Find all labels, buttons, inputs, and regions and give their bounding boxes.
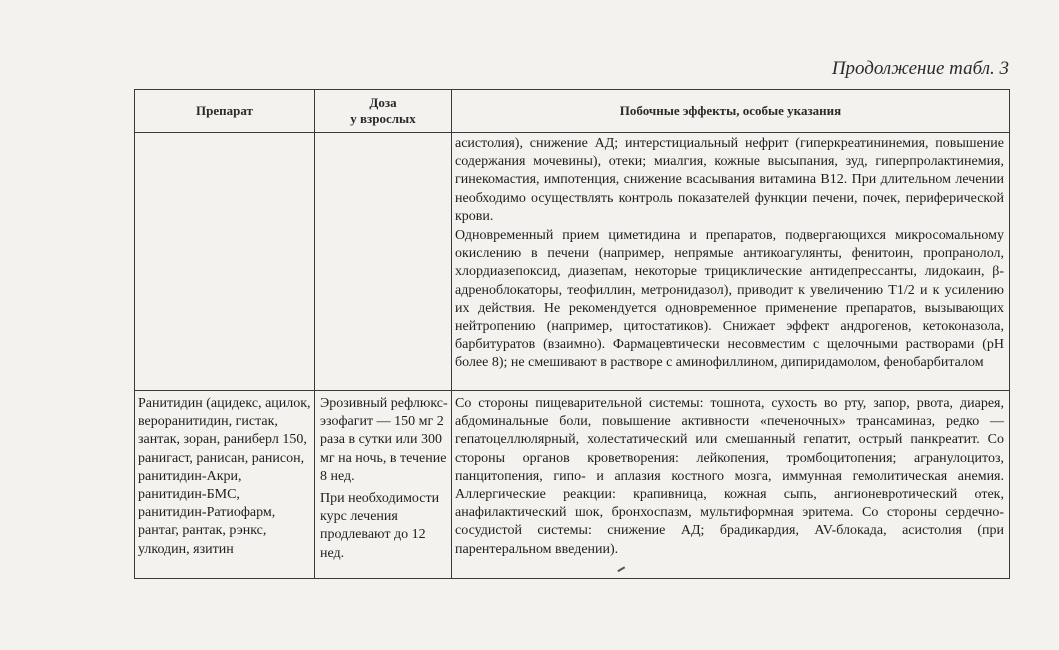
- column-header-side-effects: Побочные эффекты, особые указания: [452, 90, 1010, 133]
- side-effects-cell: [452, 133, 1010, 391]
- drug-cell: [135, 391, 315, 579]
- drug-cell: [135, 133, 315, 391]
- side-effects-cell: [452, 391, 1010, 579]
- side-effects-paragraph: Со стороны пищеварительной системы: тошнота, сухость во рту, запор, рвота, диарея, абдоминальные боли, повышение активности «печеночных» трансаминаз, редко — гепатоцеллюлярный, холестатический или смешанный гепатит, острый панкреатит. Со стороны органов кроветворения: лейкопения, тромбоцитопения; агранулоцитоз, панцитопения, гипо- и аплазия костного мозга, иммунная гемолитическая анемия. Аллергические реакции: крапивница, кожная сыпь, ангионевротический отек, анафилактический шок, бронхоспазм, мультиформная эритема. Со стороны сердечно-сосудистой системы: снижение АД; брадикардия, AV-блокада, асистолия (при парентеральном введении).: [455, 396, 1004, 557]
- dose-cell: [315, 133, 452, 391]
- table-continuation-caption: Продолжение табл. 3: [831, 58, 1009, 79]
- side-effects-paragraph: Одновременный прием циметидина и препаратов, подвергающихся микросомальному окислению в печени (например, непрямые антикоагулянты, фенитоин, пропранолол, хлордиазепоксид, диазепам, некоторые трициклические антидепрессанты, лидокаин, β-адреноблокаторы, теофиллин, метронидазол), приводит к увеличению T1/2 и к усилению их действия. Не рекомендуется одновременное применение препаратов, вызывающих нейтропению (например, цитостатиков). Снижает эффект андрогенов, кетоконазола, барбитуратов (взаимно). Фармацевтически несовместим с щелочными растворами (pH более 8); не смешивают в растворе с аминофиллином, дипиридамолом, фенобарбиталом: [455, 228, 1004, 371]
- table-header-row: [135, 90, 1010, 133]
- column-header-drug: Препарат: [135, 90, 315, 133]
- dose-cell: [315, 391, 452, 579]
- table-row: [135, 391, 1010, 579]
- dose-text: Эрозивный рефлюкс-эзофагит — 150 мг 2 раза в сутки или 300 мг на ночь, в течение 8 нед.: [320, 396, 448, 484]
- side-effects-paragraph: асистолия), снижение АД; интерстициальный нефрит (гиперкреатининемия, повышение содержания мочевины), отеки; миалгия, кожные высыпания, зуд, гиперпролактинемия, гинекомастия, импотенция, снижение всасывания витамина B12. При длительном лечении необходимо осуществлять контроль показателей функции печени, почек, периферической крови.: [455, 136, 1004, 224]
- dose-text: При необходимости курс лечения продлевают до 12 нед.: [320, 491, 440, 561]
- drug-table: [134, 89, 1010, 579]
- column-header-dose: Доза у взрослых: [315, 90, 452, 133]
- drug-names-text: Ранитидин (ацидекс, ацилок, вероранитидин, гистак, зантак, зоран, раниберл 150, ранигаст, ранисан, ранисон, ранитидин-Акри, ранитидин-БМС, ранитидин-Ратиофарм, рантаг, рантак, рэнкс, улкодин, язитин: [138, 396, 311, 557]
- table-row: [135, 133, 1010, 391]
